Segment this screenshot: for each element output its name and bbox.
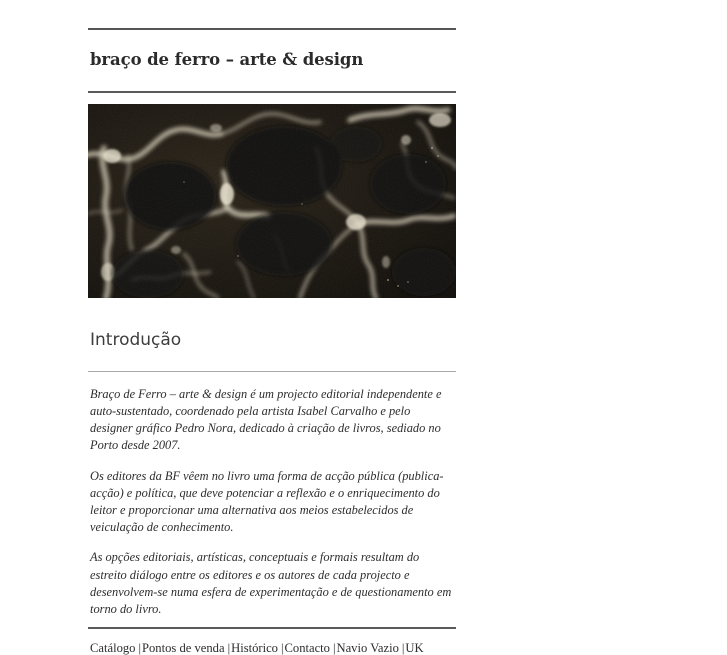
intro-body xyxy=(88,372,456,618)
header-bottom-rule xyxy=(88,91,456,93)
footer-link-pontos-de-venda[interactable]: Pontos de venda xyxy=(142,641,225,655)
intro-paragraph-3: As opções editoriais, artísticas, conceptuais e formais resultam do estreito diálogo entre os editores e os autores de cada projecto e desenvolvem-se numa esfera de experimentação e de questionamento em torno do livro. xyxy=(90,550,452,617)
abstract-texture-graphic xyxy=(88,104,456,298)
footer-separator: | xyxy=(401,641,405,655)
footer-link-navio-vazio[interactable]: Navio Vazio xyxy=(336,641,399,655)
header-top-rule xyxy=(88,28,456,30)
intro-paragraph-1: Braço de Ferro – arte & design é um projecto editorial independente e auto-sustentado, coordenado pela artista Isabel Carvalho e pelo designer gráfico Pedro Nora, dedicado à criação de livros, sediado no Porto desde 2007. xyxy=(90,386,442,453)
footer-separator: | xyxy=(280,641,284,655)
footer-link-historico[interactable]: Histórico xyxy=(231,641,278,655)
footer-nav xyxy=(88,629,456,655)
footer-link-contacto[interactable]: Contacto xyxy=(284,641,330,655)
hero-image xyxy=(88,104,456,298)
footer-separator: | xyxy=(138,641,141,655)
footer-rule-container xyxy=(88,618,456,629)
site-header xyxy=(88,0,456,93)
footer-link-uk[interactable]: UK xyxy=(405,641,424,655)
section-heading-introducao: Introdução xyxy=(90,329,182,350)
hero-image-container xyxy=(88,104,456,298)
footer-separator: | xyxy=(227,641,231,655)
footer-link-catalogo[interactable]: Catálogo xyxy=(90,641,136,655)
page-title: braço de ferro – arte & design xyxy=(90,50,364,70)
footer-separator: | xyxy=(332,641,336,655)
intro-paragraph-2: Os editores da BF vêem no livro uma forma de acção pública (publica-acção) e política, que deve potenciar a reflexão e o enriquecimento do leitor e proporcionar uma alternativa aos meios estabelecidos de veiculação de conhecimento. xyxy=(90,468,444,535)
content-column xyxy=(88,0,456,655)
